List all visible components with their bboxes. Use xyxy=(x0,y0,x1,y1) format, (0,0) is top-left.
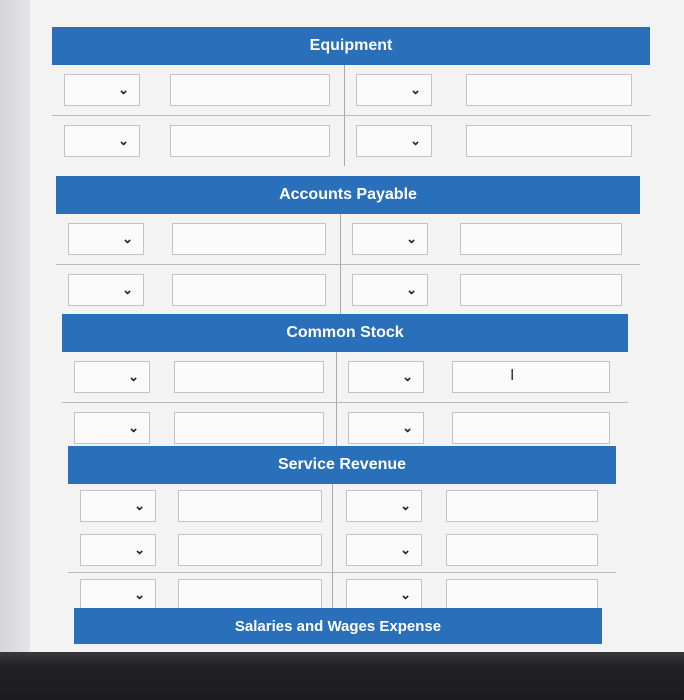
chevron-down-icon: ⌄ xyxy=(128,420,139,435)
credit-amount-input[interactable] xyxy=(452,412,610,444)
chevron-down-icon: ⌄ xyxy=(118,133,129,148)
debit-account-select[interactable] xyxy=(80,534,156,566)
section-salaries-and-wages-expense xyxy=(74,608,602,644)
chevron-down-icon: ⌄ xyxy=(402,369,413,384)
debit-amount-input[interactable] xyxy=(170,125,330,157)
entry-row xyxy=(68,528,616,573)
credit-account-select[interactable] xyxy=(356,74,432,106)
debit-account-select[interactable] xyxy=(64,74,140,106)
text-cursor-icon: I xyxy=(510,367,515,384)
entry-row xyxy=(52,116,650,166)
chevron-down-icon: ⌄ xyxy=(410,133,421,148)
chevron-down-icon: ⌄ xyxy=(122,282,133,297)
chevron-down-icon: ⌄ xyxy=(128,369,139,384)
entry-row xyxy=(56,214,640,265)
section-accounts-payable xyxy=(56,176,640,315)
t-account-worksheet xyxy=(30,0,684,652)
chevron-down-icon: ⌄ xyxy=(122,231,133,246)
debit-amount-input[interactable] xyxy=(174,412,324,444)
debit-account-select[interactable] xyxy=(74,361,150,393)
credit-amount-input[interactable] xyxy=(466,74,632,106)
debit-account-select[interactable] xyxy=(74,412,150,444)
entry-row xyxy=(68,484,616,528)
chevron-down-icon: ⌄ xyxy=(400,542,411,557)
debit-amount-input[interactable] xyxy=(178,579,322,611)
chevron-down-icon: ⌄ xyxy=(134,587,145,602)
credit-account-select[interactable] xyxy=(346,534,422,566)
credit-account-select[interactable] xyxy=(352,223,428,255)
section-header: Service Revenue xyxy=(68,446,616,484)
chevron-down-icon: ⌄ xyxy=(406,282,417,297)
debit-amount-input[interactable] xyxy=(172,223,326,255)
monitor-bezel-bottom xyxy=(0,652,684,700)
credit-amount-input[interactable] xyxy=(446,490,598,522)
debit-account-select[interactable] xyxy=(68,223,144,255)
chevron-down-icon: ⌄ xyxy=(410,82,421,97)
credit-account-select[interactable] xyxy=(348,412,424,444)
section-header: Accounts Payable xyxy=(56,176,640,214)
chevron-down-icon: ⌄ xyxy=(402,420,413,435)
debit-amount-input[interactable] xyxy=(170,74,330,106)
credit-amount-input[interactable] xyxy=(460,274,622,306)
section-header: Common Stock xyxy=(62,314,628,352)
credit-account-select[interactable] xyxy=(352,274,428,306)
credit-account-select[interactable] xyxy=(356,125,432,157)
section-service-revenue xyxy=(68,446,616,617)
credit-amount-input[interactable] xyxy=(466,125,632,157)
entry-row xyxy=(62,352,628,403)
credit-amount-input[interactable] xyxy=(460,223,622,255)
section-header: Equipment xyxy=(52,27,650,65)
credit-account-select[interactable] xyxy=(346,579,422,611)
chevron-down-icon: ⌄ xyxy=(400,498,411,513)
debit-account-select[interactable] xyxy=(68,274,144,306)
entry-row xyxy=(52,65,650,116)
chevron-down-icon: ⌄ xyxy=(400,587,411,602)
credit-amount-input[interactable] xyxy=(446,534,598,566)
debit-account-select[interactable] xyxy=(64,125,140,157)
section-equipment xyxy=(52,27,650,166)
section-header: Salaries and Wages Expense xyxy=(74,608,602,644)
credit-amount-input[interactable] xyxy=(446,579,598,611)
chevron-down-icon: ⌄ xyxy=(134,498,145,513)
credit-account-select[interactable] xyxy=(346,490,422,522)
debit-amount-input[interactable] xyxy=(172,274,326,306)
debit-amount-input[interactable] xyxy=(178,534,322,566)
debit-amount-input[interactable] xyxy=(178,490,322,522)
chevron-down-icon: ⌄ xyxy=(118,82,129,97)
section-common-stock xyxy=(62,314,628,453)
chevron-down-icon: ⌄ xyxy=(406,231,417,246)
debit-account-select[interactable] xyxy=(80,490,156,522)
debit-amount-input[interactable] xyxy=(174,361,324,393)
credit-amount-input[interactable] xyxy=(452,361,610,393)
credit-account-select[interactable] xyxy=(348,361,424,393)
chevron-down-icon: ⌄ xyxy=(134,542,145,557)
monitor-bezel-left xyxy=(0,0,30,700)
entry-row xyxy=(56,265,640,315)
debit-account-select[interactable] xyxy=(80,579,156,611)
